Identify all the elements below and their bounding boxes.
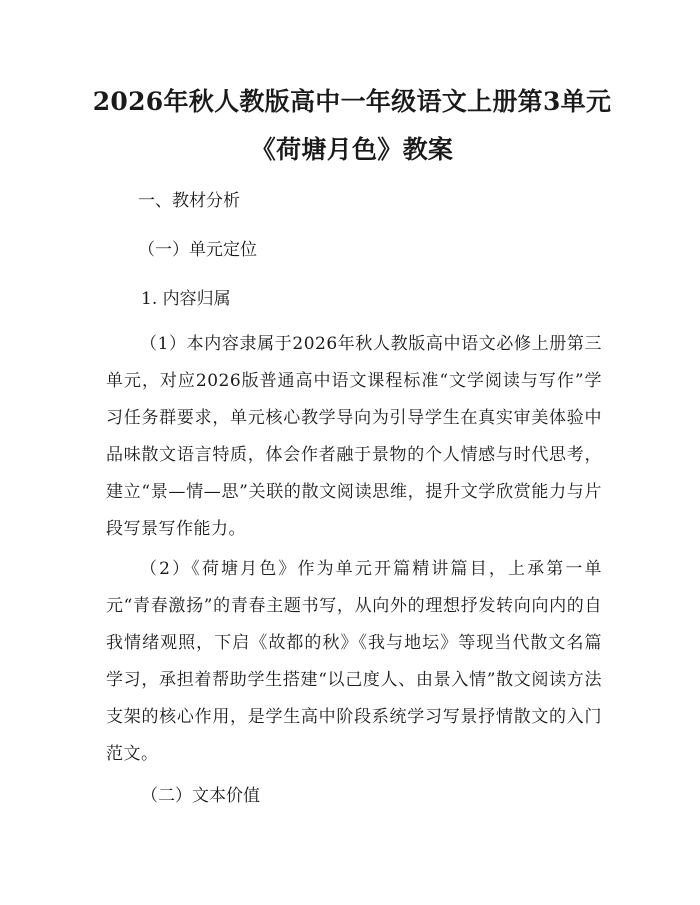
- document-title: 2026年秋人教版高中一年级语文上册第3单元《荷塘月色》教案: [92, 87, 612, 164]
- paragraph-1: （1）本内容隶属于2026年秋人教版高中语文必修上册第三单元，对应2026版普通高中语文课程标准“文学阅读与写作”学习任务群要求，单元核心教学导向为引导学生在真实审美体验中品味散文语言特质，体会作者融于景物的个人情感与时代思考，建立“景—情—思”关联的散文阅读思维，提升文学欣赏能力与片段写景写作能力。: [106, 334, 602, 539]
- subsection-heading-unit-positioning: （一）单元定位: [138, 240, 257, 260]
- subsection-heading-text-value: （二）文本价值: [141, 786, 260, 806]
- item-heading-content-attribution: 1. 内容归属: [141, 289, 231, 309]
- section-heading-textbook-analysis: 一、教材分析: [138, 191, 240, 211]
- paragraph-2: （2）《荷塘月色》作为单元开篇精讲篇目，上承第一单元“青春激扬”的青春主题书写，从向外的理想抒发转向向内的自我情绪观照，下启《故都的秋》《我与地坛》等现当代散文名篇学习，承担着帮助学生搭建“以己度人、由景入情”散文阅读方法支架的核心作用，是学生高中阶段系统学习写景抒情散文的入门范文。: [106, 559, 602, 764]
